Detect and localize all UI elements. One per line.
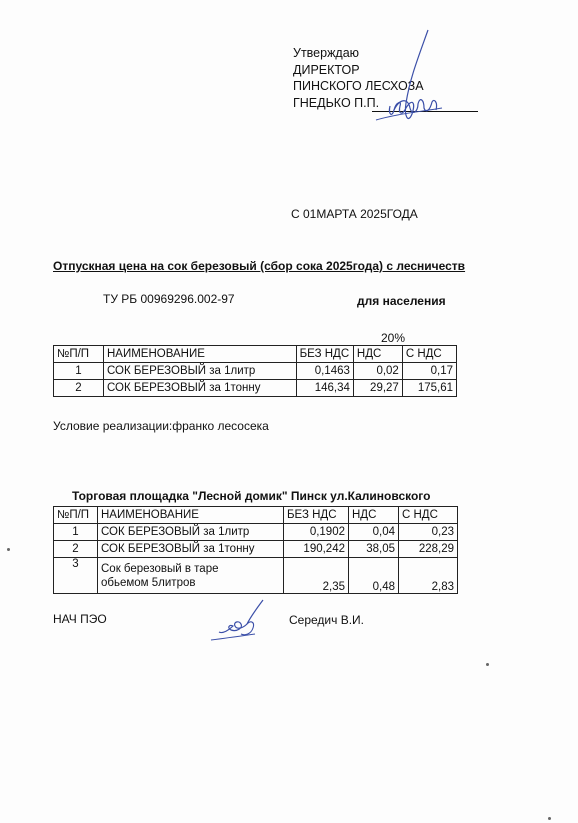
row-name [98,558,284,594]
economist-signature-icon [207,598,277,644]
footer-name: Середич В.И. [289,613,365,627]
row-with-vat: 175,61 [402,380,456,397]
approval-position: ДИРЕКТОР [293,62,360,77]
effective-date: С 01МАРТА 2025ГОДА [291,207,418,221]
approval-director-name: ГНЕДЬКО П.П. [293,95,380,110]
header-with-vat: С НДС [399,507,458,524]
row-vat: 0,48 [349,558,399,594]
header-with-vat: С НДС [402,346,456,363]
row-num: 1 [54,524,98,541]
row-name-line2: обьемом 5литров [101,576,196,589]
table-header-row [54,507,458,524]
row-num: 2 [54,541,98,558]
row-no-vat: 0,1902 [284,524,349,541]
table-row [54,541,458,558]
table-row [54,524,458,541]
row-name-line1: Сок березовый в таре [101,562,219,575]
row-vat: 0,02 [353,363,402,380]
director-signature-icon [366,28,446,133]
row-vat: 29,27 [353,380,402,397]
row-num: 1 [54,363,104,380]
row-num: 2 [54,380,104,397]
header-no-vat: БЕЗ НДС [296,346,353,363]
approval-organization: ПИНСКОГО ЛЕСХОЗА [293,79,424,93]
table-header-row [54,346,457,363]
header-vat: НДС [349,507,399,524]
row-num: 3 [54,558,98,594]
row-vat: 38,05 [349,541,399,558]
row-no-vat: 0,1463 [296,363,353,380]
table-row [54,558,458,594]
sale-condition: Условие реализации:франко лесосека [53,419,269,433]
table-row [54,380,457,397]
technical-spec: ТУ РБ 00969296.002-97 [103,292,235,306]
row-no-vat: 190,242 [284,541,349,558]
row-name: СОК БЕРЕЗОВЫЙ за 1тонну [103,380,296,397]
row-no-vat: 2,35 [284,558,349,594]
header-num: №П/П [54,346,104,363]
row-with-vat: 228,29 [399,541,458,558]
section2-title: Торговая площадка "Лесной домик" Пинск ул.Калиновского [72,489,431,503]
price-table-forestry [53,345,457,397]
scan-speck [486,663,489,666]
header-no-vat: БЕЗ НДС [284,507,349,524]
scan-speck [548,817,551,820]
row-name: СОК БЕРЕЗОВЫЙ за 1тонну [98,541,284,558]
scan-speck [7,548,10,551]
table-row [54,363,457,380]
vat-rate: 20% [381,331,406,345]
header-name: НАИМЕНОВАНИЕ [103,346,296,363]
row-vat: 0,04 [349,524,399,541]
row-name: СОК БЕРЕЗОВЫЙ за 1литр [98,524,284,541]
footer-position: НАЧ ПЭО [53,612,107,626]
approval-word: Утверждаю [293,46,360,60]
row-with-vat: 2,83 [399,558,458,594]
header-name: НАИМЕНОВАНИЕ [98,507,284,524]
section1-title: Отпускная цена на сок березовый (сбор сока 2025года) с лесничеств [53,259,466,273]
row-with-vat: 0,17 [402,363,456,380]
header-num: №П/П [54,507,98,524]
row-no-vat: 146,34 [296,380,353,397]
audience-label: для населения [357,294,446,308]
row-name: СОК БЕРЕЗОВЫЙ за 1литр [103,363,296,380]
row-with-vat: 0,23 [399,524,458,541]
price-table-shop [53,506,458,594]
header-vat: НДС [353,346,402,363]
